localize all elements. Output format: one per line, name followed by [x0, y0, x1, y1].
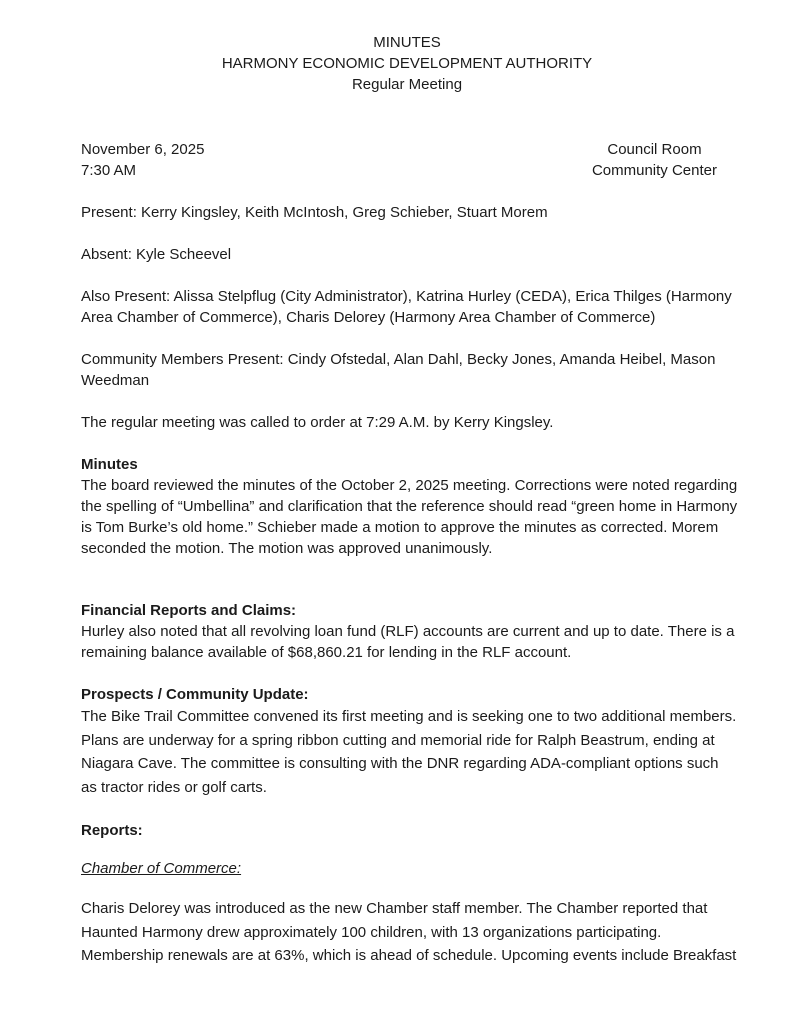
also-present-line: Area Chamber of Commerce), Charis Delorey (Harmony Area Chamber of Commerce) [81, 309, 656, 326]
section-reports [81, 820, 733, 841]
call-to-order-paragraph [81, 412, 733, 433]
meeting-meta-row [81, 139, 733, 181]
document-title-authority: HARMONY ECONOMIC DEVELOPMENT AUTHORITY [221, 55, 593, 72]
chamber-body [81, 897, 737, 968]
prospects-body-line: Niagara Cave. The committee is consulting with the DNR regarding ADA-compliant options such [81, 755, 719, 772]
also-present-line: Also Present: Alissa Stelpflug (City Administrator), Katrina Hurley (CEDA), Erica Thilges (Harmony [81, 288, 732, 305]
meeting-date: November 6, 2025 [81, 141, 205, 158]
community-members-paragraph [81, 349, 733, 391]
prospects-body-line: as tractor rides or golf carts. [81, 778, 267, 796]
present-line: Present: Kerry Kingsley, Keith McIntosh, Greg Schieber, Stuart Morem [81, 204, 548, 221]
document-title-meeting-type: Regular Meeting [351, 76, 463, 93]
minutes-body-line: seconded the motion. The motion was approved unanimously. [81, 540, 493, 557]
meeting-time: 7:30 AM [81, 162, 137, 179]
section-prospects [81, 684, 737, 799]
minutes-body-line: is Tom Burke’s old home.” Schieber made a motion to approve the minutes as corrected. Morem [81, 519, 719, 536]
section-heading-minutes: Minutes [81, 456, 138, 473]
meeting-location-building: Community Center [591, 162, 717, 179]
call-to-order-line: The regular meeting was called to order at 7:29 A.M. by Kerry Kingsley. [81, 414, 554, 431]
section-financial [81, 600, 733, 663]
prospects-body-line: The Bike Trail Committee convened its first meeting and is seeking one to two additional members. [81, 708, 737, 725]
chamber-body-line: Haunted Harmony drew approximately 100 children, with 13 organizations participating. [81, 923, 662, 941]
minutes-body-line: The board reviewed the minutes of the October 2, 2025 meeting. Corrections were noted regarding [81, 477, 738, 494]
minutes-body-line: the spelling of “Umbellina” and clarification that the reference should read “green home in Harmony [81, 498, 738, 515]
community-members-line: Community Members Present: Cindy Ofstedal, Alan Dahl, Becky Jones, Amanda Heibel, Mason [81, 351, 716, 368]
prospects-body [81, 705, 737, 799]
present-paragraph [81, 202, 733, 223]
absent-line: Absent: Kyle Scheevel [81, 246, 232, 263]
document-title-block [81, 32, 733, 95]
section-minutes [81, 454, 738, 559]
absent-paragraph [81, 244, 733, 265]
chamber-body-line: Charis Delorey was introduced as the new Chamber staff member. The Chamber reported that [81, 900, 708, 917]
section-heading-chamber-of-commerce: Chamber of Commerce: [81, 860, 242, 877]
financial-body-line: Hurley also noted that all revolving loan fund (RLF) accounts are current and up to date. There is a [81, 623, 735, 640]
prospects-body-line: Plans are underway for a spring ribbon cutting and memorial ride for Ralph Beastrum, ending at [81, 731, 715, 749]
financial-body-line: remaining balance available of $68,860.21 for lending in the RLF account. [81, 644, 572, 661]
chamber-body-line: Membership renewals are at 63%, which is ahead of schedule. Upcoming events include Breakfast [81, 947, 737, 964]
meeting-location-room: Council Room [607, 141, 702, 158]
also-present-paragraph [81, 286, 733, 328]
community-members-line: Weedman [81, 372, 150, 389]
section-heading-reports: Reports: [81, 822, 143, 839]
section-chamber [81, 858, 733, 879]
meeting-location-block [592, 139, 717, 181]
section-heading-financial: Financial Reports and Claims: [81, 602, 297, 619]
document-title-minutes: MINUTES [373, 34, 441, 51]
section-heading-prospects: Prospects / Community Update: [81, 686, 309, 703]
meeting-datetime-block [81, 139, 204, 181]
